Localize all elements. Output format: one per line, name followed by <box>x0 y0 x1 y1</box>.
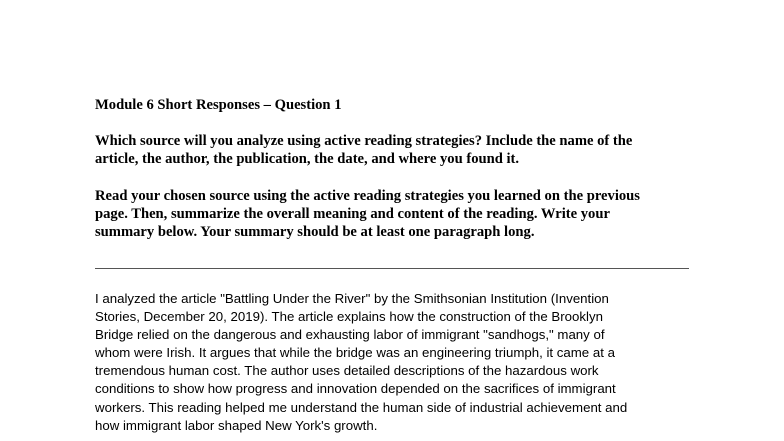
question-prompt-source <box>95 132 695 168</box>
prompt-line: Which source will you analyze using active reading strategies? Include the name of the <box>95 133 633 149</box>
response-divider <box>95 268 689 269</box>
response-line: conditions to show how progress and innovation depended on the sacrifices of immigrant <box>95 381 616 397</box>
response-line: Bridge relied on the dangerous and exhausting labor of immigrant "sandhogs," many of <box>95 327 605 343</box>
response-line: tremendous human cost. The author uses detailed descriptions of the hazardous work <box>95 363 599 379</box>
prompt-line: Read your chosen source using the active reading strategies you learned on the previous <box>95 188 640 204</box>
response-line: Stories, December 20, 2019). The article explains how the construction of the Brooklyn <box>95 309 603 325</box>
response-line: workers. This reading helped me understand the human side of industrial achievement and <box>95 399 628 415</box>
response-line: I analyzed the article "Battling Under the River" by the Smithsonian Institution (Invention <box>95 291 609 306</box>
prompt-line: summary below. Your summary should be at least one paragraph long. <box>95 224 535 241</box>
prompt-line: page. Then, summarize the overall meaning and content of the reading. Write your <box>95 206 610 223</box>
response-line: whom were Irish. It argues that while the bridge was an engineering triumph, it came at a <box>95 345 615 361</box>
response-line: how immigrant labor shaped New York's growth. <box>95 417 378 433</box>
page-title: Module 6 Short Responses – Question 1 <box>95 97 342 113</box>
question-prompt-summary <box>95 187 695 242</box>
prompt-line: article, the author, the publication, the date, and where you found it. <box>95 151 520 168</box>
response-text[interactable] <box>95 290 679 435</box>
